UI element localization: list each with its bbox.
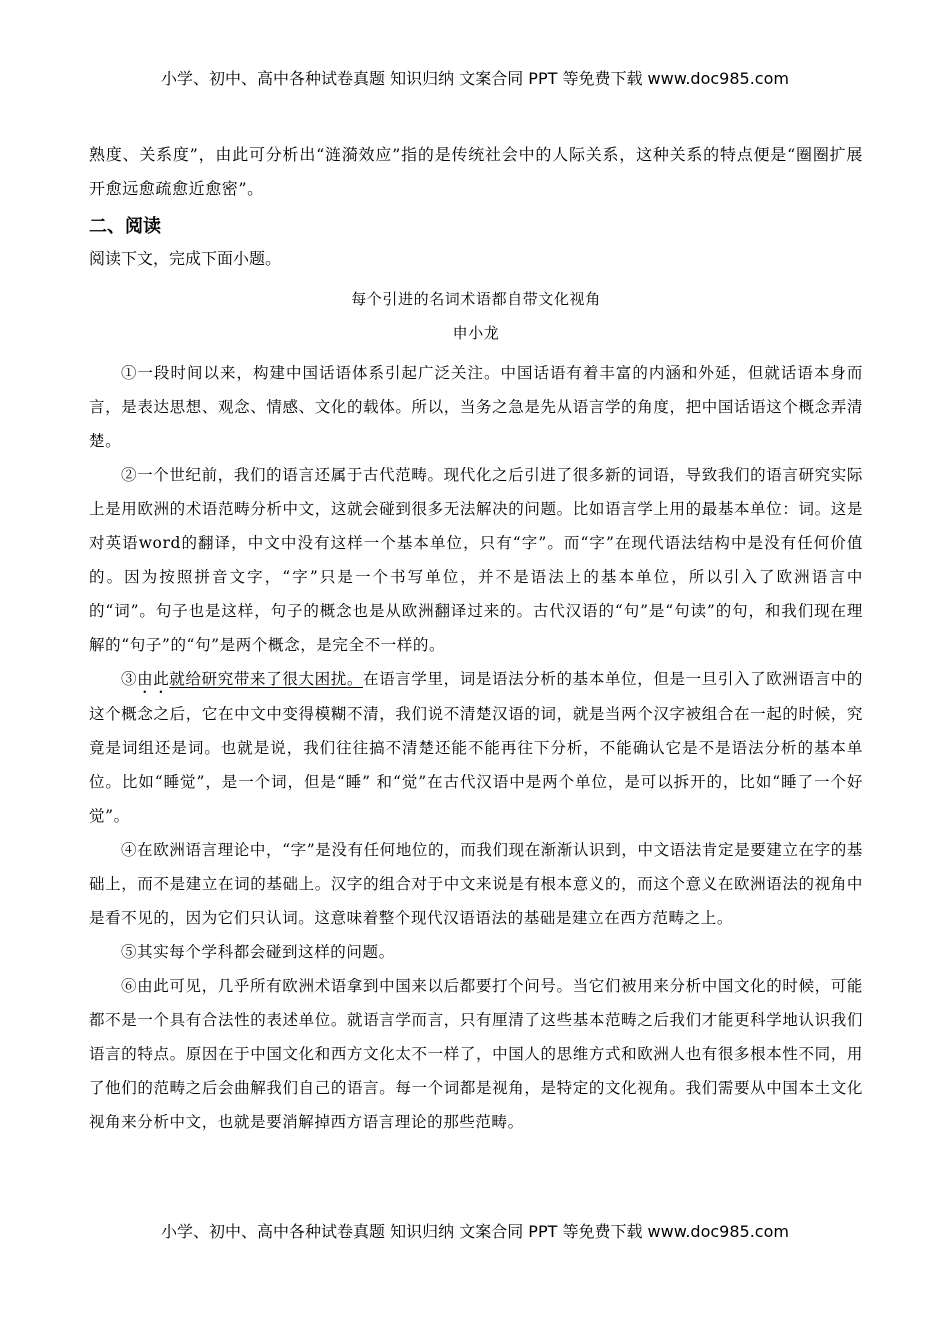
paragraph-2: ②一个世纪前，我们的语言还属于古代范畴。现代化之后引进了很多新的词语，导致我们的语言研究实际上是用欧洲的术语范畴分析中文，这就会碰到很多无法解决的问题。比如语言学上用的最基本单位：词。这是对英语word的翻译，中文中没有这样一个基本单位，只有“字”。而“字”在现代语法结构中是没有任何价值的。因为按照拼音文字，“字”只是一个书写单位，并不是语法上的基本单位，所以引入了欧洲语言中的“词”。句子也是这样，句子的概念也是从欧洲翻译过来的。古代汉语的“句”是“句读”的句，和我们现在理解的“句子”的“句”是两个概念，是完全不一样的。 <box>89 466 863 654</box>
paragraph-6: ⑥由此可见，几乎所有欧洲术语拿到中国来以后都要打个问号。当它们被用来分析中国文化的时候，可能都不是一个具有合法性的表述单位。就语言学而言，只有厘清了这些基本范畴之后我们才能更科学地认识我们语言的特点。原因在于中国文化和西方文化太不一样了，中国人的思维方式和欧洲人也有很多根本性不同，用了他们的范畴之后会曲解我们自己的语言。每一个词都是视角，是特定的文化视角。我们需要从中国本土文化视角来分析中文，也就是要消解掉西方语言理论的那些范畴。 <box>89 977 863 1131</box>
section-heading: 二、阅读 <box>89 216 161 237</box>
underlined-sentence: 就给研究带来了很大困扰。 <box>169 670 363 688</box>
paragraph-1: ①一段时间以来，构建中国话语体系引起广泛关注。中国话语有着丰富的内涵和外延，但就话语本身而言，是表达思想、观念、情感、文化的载体。所以，当务之急是先从语言学的角度，把中国话语这个概念弄清楚。 <box>89 364 863 450</box>
header-banner: 小学、初中、高中各种试卷真题 知识归纳 文案合同 PPT 等免费下载 www.doc985.com <box>161 69 789 88</box>
reading-instruction: 阅读下文，完成下面小题。 <box>89 249 282 268</box>
document-body <box>89 138 863 1139</box>
article-title: 每个引进的名词术语都自带文化视角 <box>351 290 601 308</box>
dotted-phrase: 由此 <box>137 670 170 688</box>
intro-continuation: 熟度、关系度”，由此可分析出“涟漪效应”指的是传统社会中的人际关系，这种关系的特点便是“圈圈扩展开愈远愈疏愈近愈密”。 <box>89 145 863 198</box>
paragraph-3-marker: ③ <box>121 670 138 688</box>
paragraph-3 <box>89 662 863 833</box>
paragraph-3-rest: 在语言学里，词是语法分析的基本单位，但是一旦引入了欧洲语言中的这个概念之后，它在中文中变得模糊不清，我们说不清楚汉语的词，就是当两个汉字被组合在一起的时候，究竟是词组还是词。也就是说，我们往往搞不清楚还能不能再往下分析，不能确认它是不是语法分析的基本单位。比如“睡觉”，是一个词，但是“睡” 和“觉”在古代汉语中是两个单位，是可以拆开的，比如“睡了一个好觉”。 <box>89 670 864 825</box>
paragraph-4: ④在欧洲语言理论中，“字”是没有任何地位的，而我们现在渐渐认识到，中文语法肯定是要建立在字的基础上，而不是建立在词的基础上。汉字的组合对于中文来说是有根本意义的，而这个意义在欧洲语法的视角中是看不见的，因为它们只认词。这意味着整个现代汉语语法的基础是建立在西方范畴之上。 <box>89 841 863 927</box>
article-author: 申小龙 <box>452 324 500 342</box>
paragraph-5: ⑤其实每个学科都会碰到这样的问题。 <box>121 943 395 961</box>
footer-banner: 小学、初中、高中各种试卷真题 知识归纳 文案合同 PPT 等免费下载 www.doc985.com <box>161 1222 789 1241</box>
